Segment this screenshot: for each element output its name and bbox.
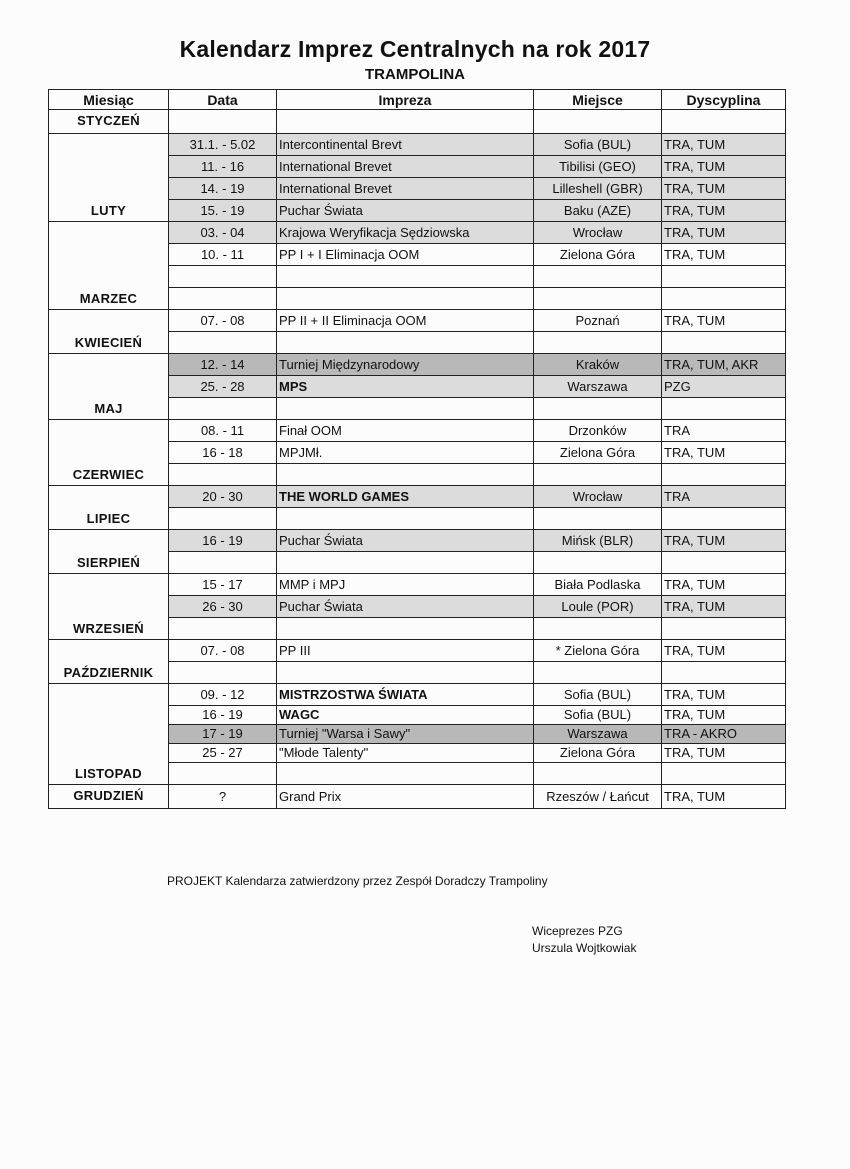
event-cell: Grand Prix — [277, 785, 534, 809]
discipline-cell: PZG — [662, 376, 786, 398]
event-cell: Puchar Świata — [277, 596, 534, 618]
date-cell: 14. - 19 — [169, 178, 277, 200]
discipline-cell: TRA, TUM, AKR — [662, 354, 786, 376]
table-row — [49, 574, 786, 596]
event-cell: "Młode Talenty" — [277, 744, 534, 763]
empty-cell — [169, 618, 277, 640]
place-cell: Warszawa — [534, 376, 662, 398]
place-cell: Rzeszów / Łańcut — [534, 785, 662, 809]
empty-cell — [277, 763, 534, 785]
event-cell: Puchar Świata — [277, 200, 534, 222]
event-cell: MPJMł. — [277, 442, 534, 464]
date-cell: 25. - 28 — [169, 376, 277, 398]
table-row — [49, 420, 786, 442]
discipline-cell: TRA, TUM — [662, 134, 786, 156]
empty-cell — [169, 110, 277, 134]
empty-cell — [169, 763, 277, 785]
empty-cell — [169, 662, 277, 684]
header-event: Impreza — [277, 90, 534, 110]
place-cell: Zielona Góra — [534, 244, 662, 266]
event-cell: MPS — [277, 376, 534, 398]
event-cell: MISTRZOSTWA ŚWIATA — [277, 684, 534, 706]
empty-cell — [277, 332, 534, 354]
empty-cell — [662, 110, 786, 134]
table-row — [49, 684, 786, 706]
discipline-cell: TRA, TUM — [662, 684, 786, 706]
event-cell: MMP i MPJ — [277, 574, 534, 596]
date-cell: 26 - 30 — [169, 596, 277, 618]
event-cell: Puchar Świata — [277, 530, 534, 552]
month-listopad: LISTOPAD — [49, 684, 169, 785]
empty-cell — [534, 552, 662, 574]
empty-cell — [534, 763, 662, 785]
table-row — [49, 110, 786, 134]
empty-cell — [169, 552, 277, 574]
place-cell: Sofia (BUL) — [534, 684, 662, 706]
date-cell: 07. - 08 — [169, 310, 277, 332]
header-place: Miejsce — [534, 90, 662, 110]
place-cell: Tibilisi (GEO) — [534, 156, 662, 178]
discipline-cell: TRA, TUM — [662, 178, 786, 200]
place-cell: Wrocław — [534, 222, 662, 244]
empty-cell — [534, 662, 662, 684]
empty-cell — [534, 110, 662, 134]
date-cell: 10. - 11 — [169, 244, 277, 266]
date-cell: 07. - 08 — [169, 640, 277, 662]
empty-cell — [277, 464, 534, 486]
calendar-table — [48, 89, 786, 809]
empty-cell — [169, 398, 277, 420]
empty-cell — [169, 464, 277, 486]
event-cell: PP II + II Eliminacja OOM — [277, 310, 534, 332]
page-title: Kalendarz Imprez Centralnych na rok 2017 — [179, 36, 651, 62]
event-cell: Turniej "Warsa i Sawy" — [277, 725, 534, 744]
place-cell: Zielona Góra — [534, 442, 662, 464]
event-cell: Finał OOM — [277, 420, 534, 442]
place-cell: * Zielona Góra — [534, 640, 662, 662]
month-czerwiec: CZERWIEC — [49, 420, 169, 486]
empty-cell — [662, 398, 786, 420]
empty-cell — [169, 332, 277, 354]
header-discipline: Dyscyplina — [662, 90, 786, 110]
event-cell: WAGC — [277, 706, 534, 725]
place-cell: Loule (POR) — [534, 596, 662, 618]
place-cell: Sofia (BUL) — [534, 706, 662, 725]
place-cell: Kraków — [534, 354, 662, 376]
place-cell: Lilleshell (GBR) — [534, 178, 662, 200]
empty-cell — [534, 508, 662, 530]
table-row — [49, 134, 786, 156]
date-cell: 11. - 16 — [169, 156, 277, 178]
approval-note: PROJEKT Kalendarza zatwierdzony przez Zespół Doradczy Trampoliny — [167, 874, 548, 888]
place-cell: Wrocław — [534, 486, 662, 508]
page-subtitle: TRAMPOLINA — [365, 66, 465, 83]
month-lipiec: LIPIEC — [49, 486, 169, 530]
event-cell: Krajowa Weryfikacja Sędziowska — [277, 222, 534, 244]
month-sierpien: SIERPIEŃ — [49, 530, 169, 574]
discipline-cell: TRA, TUM — [662, 442, 786, 464]
place-cell: Poznań — [534, 310, 662, 332]
empty-cell — [662, 618, 786, 640]
empty-cell — [662, 332, 786, 354]
month-luty: LUTY — [49, 134, 169, 222]
date-cell: 17 - 19 — [169, 725, 277, 744]
empty-cell — [662, 662, 786, 684]
date-cell: 09. - 12 — [169, 684, 277, 706]
empty-cell — [169, 266, 277, 288]
empty-cell — [662, 552, 786, 574]
empty-cell — [534, 464, 662, 486]
table-row — [49, 640, 786, 662]
discipline-cell: TRA, TUM — [662, 156, 786, 178]
table-row — [49, 486, 786, 508]
discipline-cell: TRA, TUM — [662, 310, 786, 332]
month-kwiecien: KWIECIEŃ — [49, 310, 169, 354]
event-cell: International Brevet — [277, 178, 534, 200]
discipline-cell: TRA, TUM — [662, 530, 786, 552]
discipline-cell: TRA, TUM — [662, 785, 786, 809]
place-cell: Warszawa — [534, 725, 662, 744]
month-maj: MAJ — [49, 354, 169, 420]
date-cell: 15 - 17 — [169, 574, 277, 596]
signature-name: Urszula Wojtkowiak — [532, 941, 637, 955]
event-cell: International Brevet — [277, 156, 534, 178]
empty-cell — [277, 552, 534, 574]
date-cell: 16 - 18 — [169, 442, 277, 464]
month-grudzien: GRUDZIEŃ — [49, 785, 169, 809]
empty-cell — [662, 266, 786, 288]
date-cell: 03. - 04 — [169, 222, 277, 244]
discipline-cell: TRA — [662, 486, 786, 508]
event-cell: Intercontinental Brevt — [277, 134, 534, 156]
empty-cell — [277, 110, 534, 134]
date-cell: 08. - 11 — [169, 420, 277, 442]
discipline-cell: TRA - AKRO — [662, 725, 786, 744]
empty-cell — [534, 398, 662, 420]
empty-cell — [534, 332, 662, 354]
empty-cell — [662, 464, 786, 486]
signature-role: Wiceprezes PZG — [532, 924, 623, 938]
table-header-row — [49, 90, 786, 110]
empty-cell — [662, 508, 786, 530]
event-cell: Turniej Międzynarodowy — [277, 354, 534, 376]
empty-cell — [277, 288, 534, 310]
empty-cell — [534, 266, 662, 288]
table-row — [49, 785, 786, 809]
header-month: Miesiąc — [49, 90, 169, 110]
empty-cell — [662, 763, 786, 785]
empty-cell — [534, 618, 662, 640]
header-date: Data — [169, 90, 277, 110]
empty-cell — [277, 508, 534, 530]
place-cell: Drzonków — [534, 420, 662, 442]
event-cell: PP III — [277, 640, 534, 662]
month-wrzesien: WRZESIEŃ — [49, 574, 169, 640]
date-cell: 20 - 30 — [169, 486, 277, 508]
empty-cell — [169, 288, 277, 310]
table-row — [49, 222, 786, 244]
month-pazdziernik: PAŹDZIERNIK — [49, 640, 169, 684]
discipline-cell: TRA, TUM — [662, 222, 786, 244]
discipline-cell: TRA, TUM — [662, 744, 786, 763]
event-cell: THE WORLD GAMES — [277, 486, 534, 508]
discipline-cell: TRA, TUM — [662, 574, 786, 596]
empty-cell — [277, 662, 534, 684]
empty-cell — [662, 288, 786, 310]
empty-cell — [534, 288, 662, 310]
date-cell: 25 - 27 — [169, 744, 277, 763]
date-cell: 12. - 14 — [169, 354, 277, 376]
empty-cell — [277, 398, 534, 420]
place-cell: Sofia (BUL) — [534, 134, 662, 156]
date-cell: 31.1. - 5.02 — [169, 134, 277, 156]
event-cell: PP I + I Eliminacja OOM — [277, 244, 534, 266]
date-cell: 16 - 19 — [169, 706, 277, 725]
empty-cell — [169, 508, 277, 530]
month-styczen: STYCZEŃ — [49, 110, 169, 134]
table-row — [49, 530, 786, 552]
place-cell: Baku (AZE) — [534, 200, 662, 222]
place-cell: Biała Podlaska — [534, 574, 662, 596]
table-row — [49, 354, 786, 376]
date-cell: 16 - 19 — [169, 530, 277, 552]
empty-cell — [277, 618, 534, 640]
discipline-cell: TRA, TUM — [662, 596, 786, 618]
table-row — [49, 310, 786, 332]
empty-cell — [277, 266, 534, 288]
discipline-cell: TRA, TUM — [662, 244, 786, 266]
month-marzec: MARZEC — [49, 222, 169, 310]
date-cell: 15. - 19 — [169, 200, 277, 222]
discipline-cell: TRA, TUM — [662, 640, 786, 662]
discipline-cell: TRA, TUM — [662, 706, 786, 725]
discipline-cell: TRA — [662, 420, 786, 442]
discipline-cell: TRA, TUM — [662, 200, 786, 222]
place-cell: Zielona Góra — [534, 744, 662, 763]
date-cell: ? — [169, 785, 277, 809]
place-cell: Mińsk (BLR) — [534, 530, 662, 552]
